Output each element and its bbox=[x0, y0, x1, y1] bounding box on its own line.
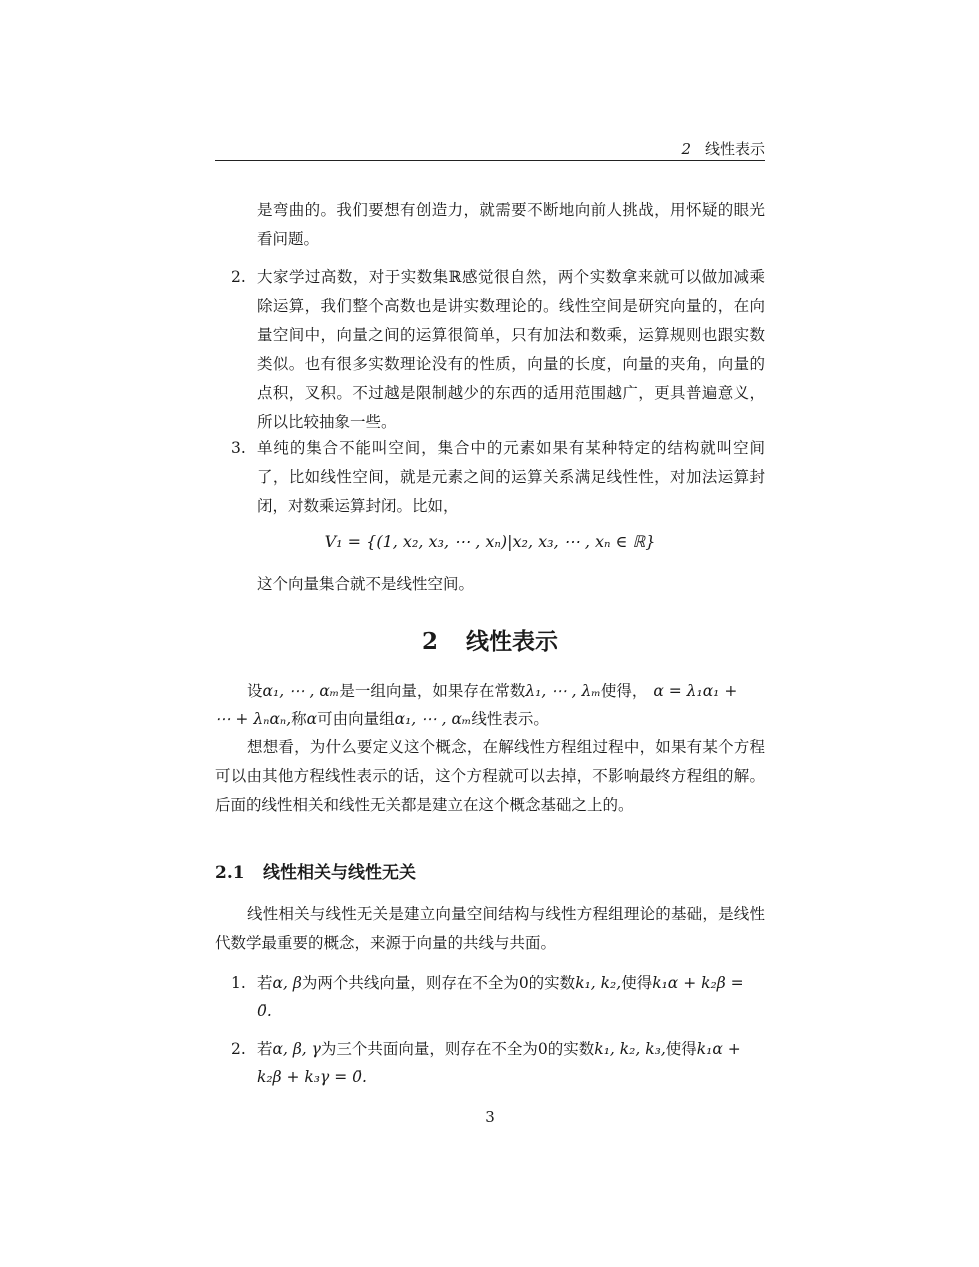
list-item-number: 2. bbox=[231, 268, 246, 286]
subsection-heading bbox=[215, 860, 765, 886]
sub-item-math: k₁, k₂, k₃, bbox=[594, 1040, 666, 1058]
section-title: 线性表示 bbox=[466, 629, 558, 655]
definition-math: λ₁, ⋯ , λₘ bbox=[525, 682, 601, 700]
list-item-text: 大家学过高数，对于实数集ℝ感觉很自然，两个实数拿来就可以做加减乘除运算，我们整个高数也是讲实数理论的。线性空间是研究向量的，在向量空间中，向量之间的运算很简单，只有加法和数乘，运算规则也跟实数类似。也有很多实数理论没有的性质，向量的长度，向量的夹角，向量的点积，叉积。不过越是限制越少的东西的适用范围越广，更具普遍意义，所以比较抽象一些。 bbox=[257, 268, 765, 431]
sub-item-text: 使得 bbox=[621, 974, 653, 992]
sub-item-math: α, β bbox=[272, 974, 302, 992]
header-section-number: 2 bbox=[681, 140, 691, 158]
sub-item-text: 为两个共线向量，则存在不全为0的实数 bbox=[301, 974, 576, 992]
section-heading bbox=[215, 626, 765, 658]
sub-item-math: α, β, γ bbox=[272, 1040, 321, 1058]
sub-item-line bbox=[257, 997, 765, 1026]
sub-item-text: 若 bbox=[257, 974, 273, 992]
definition-text: 可由向量组 bbox=[317, 710, 395, 728]
subsection-number: 2.1 bbox=[215, 863, 245, 883]
definition-line-1 bbox=[215, 677, 765, 706]
definition-math: α₁, ⋯ , αₘ bbox=[394, 710, 472, 728]
definition-math: α₁, ⋯ , αₘ bbox=[262, 682, 340, 700]
sub-item-number: 2. bbox=[231, 1040, 246, 1058]
list-item-number: 3. bbox=[231, 439, 246, 457]
continuation-paragraph: 是弯曲的。我们要想有创造力，就需要不断地向前人挑战，用怀疑的眼光看问题。 bbox=[257, 201, 765, 248]
sub-item-text: 为三个共面向量，则存在不全为0的实数 bbox=[320, 1040, 595, 1058]
list-item-after-text: 这个向量集合就不是线性空间。 bbox=[257, 575, 475, 593]
sub-item-math: k₁α + k₂β = bbox=[652, 974, 744, 992]
definition-line-2 bbox=[215, 705, 765, 734]
sub-item-number: 1. bbox=[231, 974, 246, 992]
definition-math: α bbox=[306, 710, 318, 728]
set-equation: V₁ = {(1, x₂, x₃, ⋯ , xₙ)|x₂, x₃, ⋯ , xₙ ∈ ℝ} bbox=[324, 532, 656, 551]
sub-item-line bbox=[257, 969, 765, 998]
sub-item-text: 若 bbox=[257, 1040, 273, 1058]
paragraph-think: 想想看，为什么要定义这个概念，在解线性方程组过程中，如果有某个方程可以由其他方程线性表示的话，这个方程就可以去掉，不影响最终方程组的解。后面的线性相关和线性无关都是建立在这个概念基础之上的。 bbox=[215, 738, 765, 814]
sub-item-text: 使得 bbox=[665, 1040, 697, 1058]
definition-math: α = λ₁α₁ + bbox=[653, 682, 738, 700]
definition-text: 设 bbox=[247, 682, 263, 700]
sub-item-line bbox=[257, 1063, 765, 1092]
sub-item-math: k₂β + k₃γ = 0̄. bbox=[257, 1068, 367, 1086]
page-number: 3 bbox=[485, 1108, 495, 1126]
definition-math: ⋯ + λₙαₙ, bbox=[215, 710, 292, 728]
list-item-text: 单纯的集合不能叫空间，集合中的元素如果有某种特定的结构就叫空间了，比如线性空间，就是元素之间的运算关系满足线性性，对加法运算封闭，对数乘运算封闭。比如， bbox=[257, 439, 765, 515]
definition-text: 称 bbox=[291, 710, 307, 728]
sub-item-math: k₁α + bbox=[696, 1040, 741, 1058]
sub-item-line bbox=[257, 1035, 765, 1064]
definition-text: 使得， bbox=[600, 682, 648, 700]
section-number: 2 bbox=[421, 628, 438, 655]
running-header bbox=[215, 138, 765, 160]
subsection-title: 线性相关与线性无关 bbox=[263, 863, 416, 883]
sub-item-math: 0̄. bbox=[257, 1002, 272, 1020]
sub-item-math: k₁, k₂, bbox=[575, 974, 622, 992]
header-rule bbox=[215, 160, 765, 161]
header-section-title: 线性表示 bbox=[704, 140, 765, 158]
definition-text: 线性表示。 bbox=[471, 710, 549, 728]
definition-text: 是一组向量，如果存在常数 bbox=[339, 682, 526, 700]
paragraph-intro: 线性相关与线性无关是建立向量空间结构与线性方程组理论的基础，是线性代数学最重要的概念，来源于向量的共线与共面。 bbox=[215, 905, 765, 952]
